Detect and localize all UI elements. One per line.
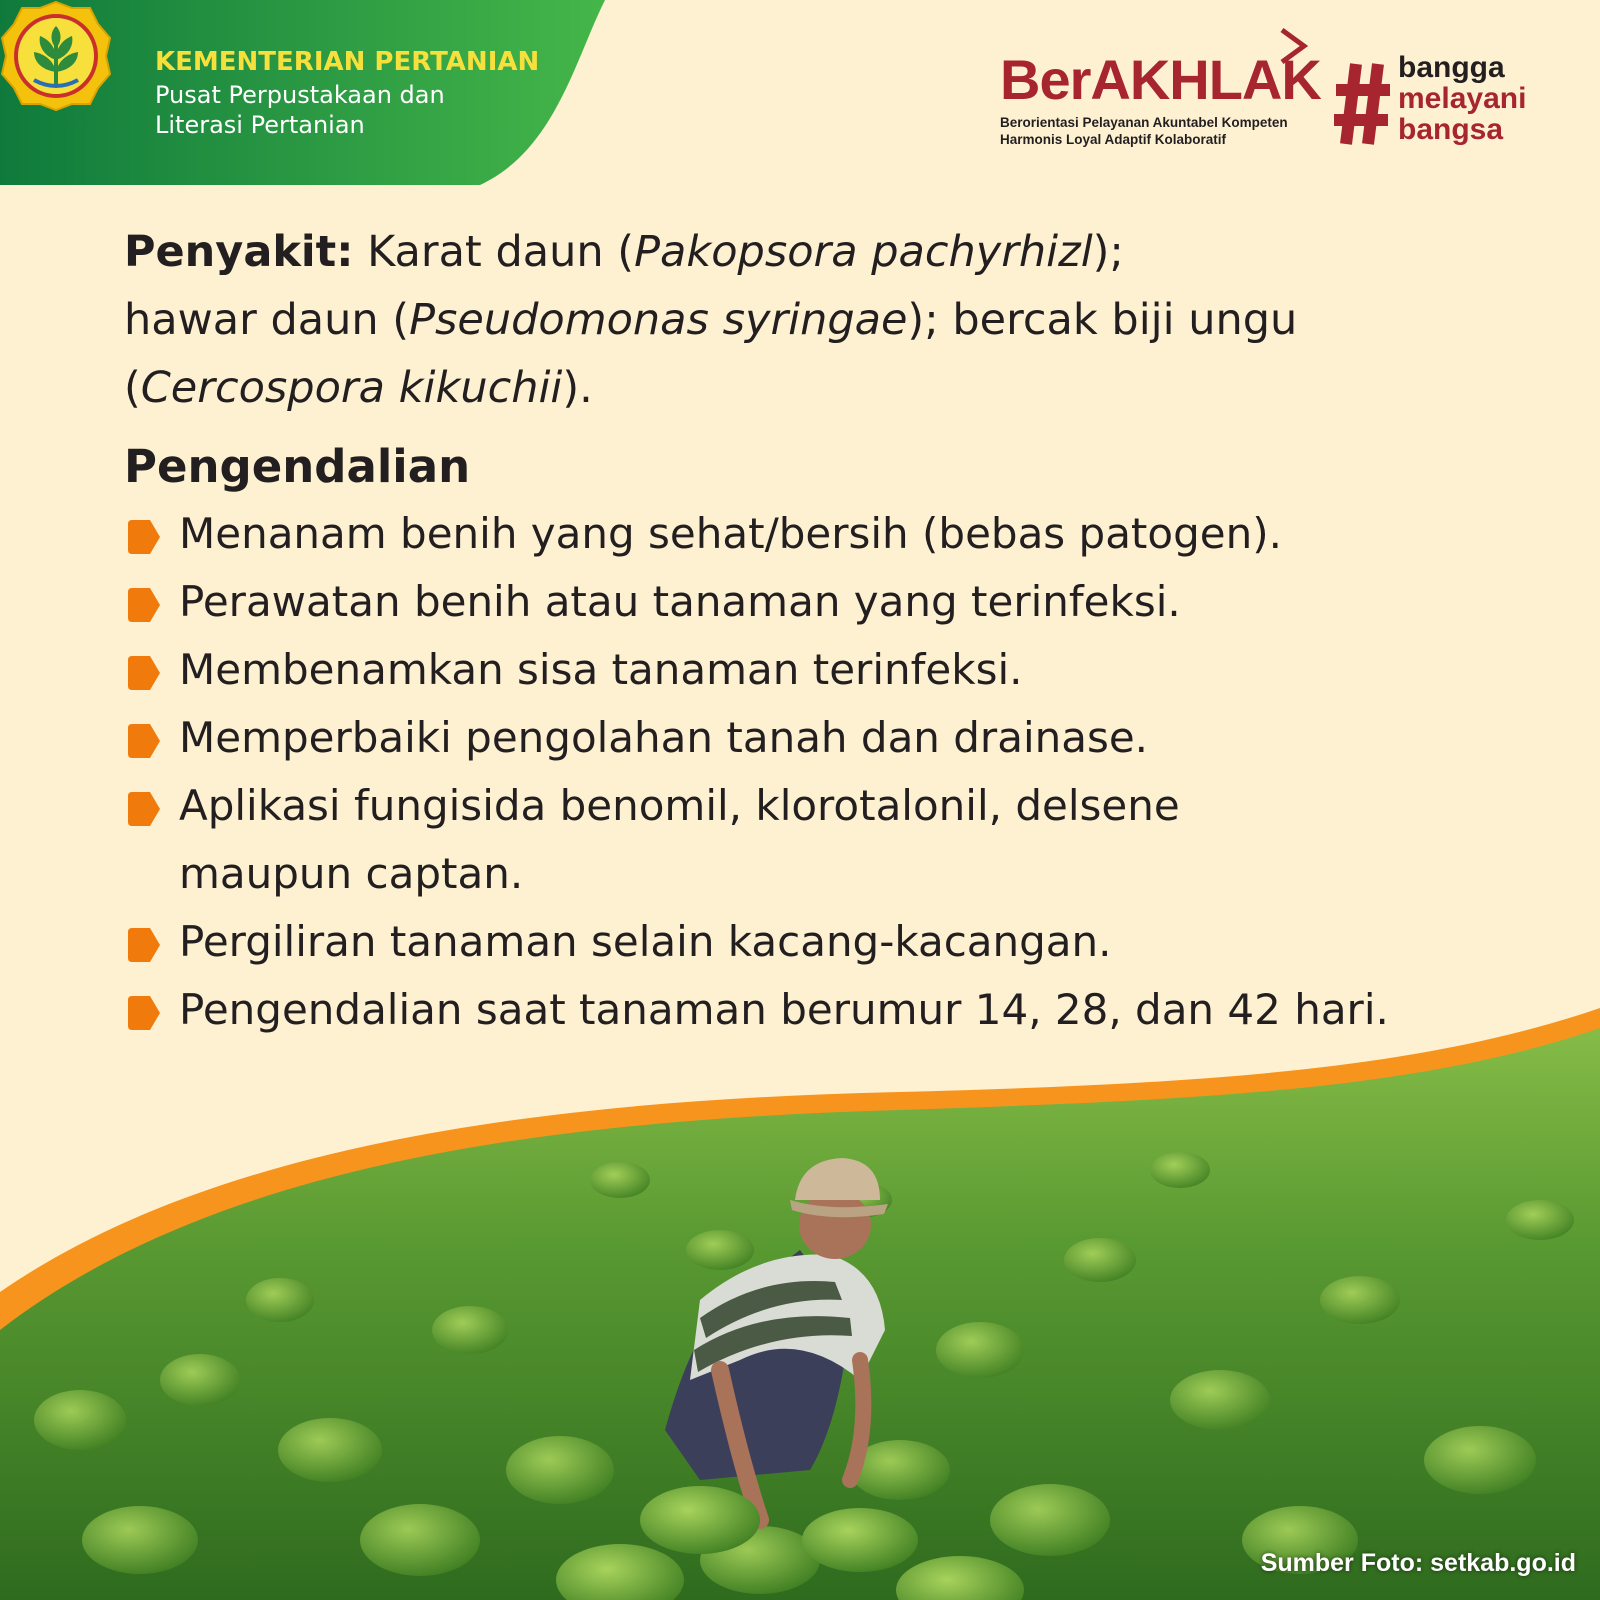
bullet-icon	[124, 654, 162, 692]
disease-label: Penyakit:	[124, 227, 354, 277]
control-heading: Pengendalian	[124, 440, 471, 493]
list-item	[124, 772, 1309, 908]
bullet-icon	[124, 586, 162, 624]
list-item-text: Aplikasi fungisida benomil, klorotalonil, delsene maupun captan.	[179, 781, 1180, 898]
unit-name	[155, 80, 575, 140]
list-item-text: Perawatan benih atau tanaman yang terinfeksi.	[179, 577, 1181, 626]
bullet-icon	[124, 926, 162, 964]
bullet-icon	[124, 722, 162, 760]
list-item	[124, 568, 1559, 636]
hashtag-line2: melayani	[1398, 82, 1527, 115]
list-item-text: Membenamkan sisa tanaman terinfeksi.	[179, 645, 1023, 694]
ministry-seal-icon	[0, 0, 112, 112]
disease-2-prefix: hawar daun (	[124, 295, 410, 345]
disease-3-prefix: (	[124, 363, 141, 413]
list-item	[124, 908, 1559, 976]
hashtag-line3: bangsa	[1398, 113, 1504, 146]
ministry-name: KEMENTERIAN PERTANIAN	[155, 47, 540, 77]
list-item-text: Pergiliran tanaman selain kacang-kacangan.	[179, 917, 1112, 966]
disease-2-name: Pseudomonas syringae	[409, 295, 908, 345]
unit-name-line2: Literasi Pertanian	[155, 111, 365, 139]
disease-3-suffix: ).	[562, 363, 593, 413]
list-item-text: Pengendalian saat tanaman berumur 14, 28, dan 42 hari.	[179, 985, 1389, 1034]
hashtag-line1: bangga	[1398, 51, 1505, 84]
hashtag-text	[1398, 52, 1526, 145]
disease-3-name: Cercospora kikuchii	[140, 363, 563, 413]
header-banner	[0, 0, 620, 190]
list-item-text: Menanam benih yang sehat/bersih (bebas patogen).	[179, 509, 1282, 558]
disease-paragraph	[124, 218, 1564, 422]
disease-2-suffix: ); bercak biji ungu	[907, 295, 1298, 345]
list-item	[124, 704, 1559, 772]
unit-name-line1: Pusat Perpustakaan dan	[155, 81, 445, 109]
berakhlak-values-line1: Berorientasi Pelayanan Akuntabel Kompeten	[1000, 115, 1288, 130]
control-list	[124, 500, 1564, 1044]
berakhlak-values-line2: Harmonis Loyal Adaptif Kolaboratif	[1000, 132, 1227, 147]
main-content	[124, 218, 1564, 1044]
field-photo	[0, 1000, 1600, 1600]
hashtag-icon	[1332, 60, 1394, 148]
chevron-right-icon	[1278, 28, 1308, 64]
bullet-icon	[124, 518, 162, 556]
bullet-icon	[124, 790, 162, 828]
photo-credit: Sumber Foto: setkab.go.id	[1260, 1549, 1576, 1577]
list-item-text: Memperbaiki pengolahan tanah dan drainase.	[179, 713, 1149, 762]
hashtag-logo	[1332, 52, 1592, 156]
disease-1-prefix: Karat daun (	[367, 227, 635, 277]
berakhlak-logo	[1000, 28, 1330, 148]
list-item	[124, 636, 1559, 704]
disease-1-suffix: );	[1092, 227, 1124, 277]
berakhlak-values	[1000, 114, 1288, 148]
disease-1-name: Pakopsora pachyrhizl	[634, 227, 1093, 277]
list-item	[124, 500, 1559, 568]
berakhlak-wordmark: BerAKHLAK	[1000, 48, 1321, 111]
